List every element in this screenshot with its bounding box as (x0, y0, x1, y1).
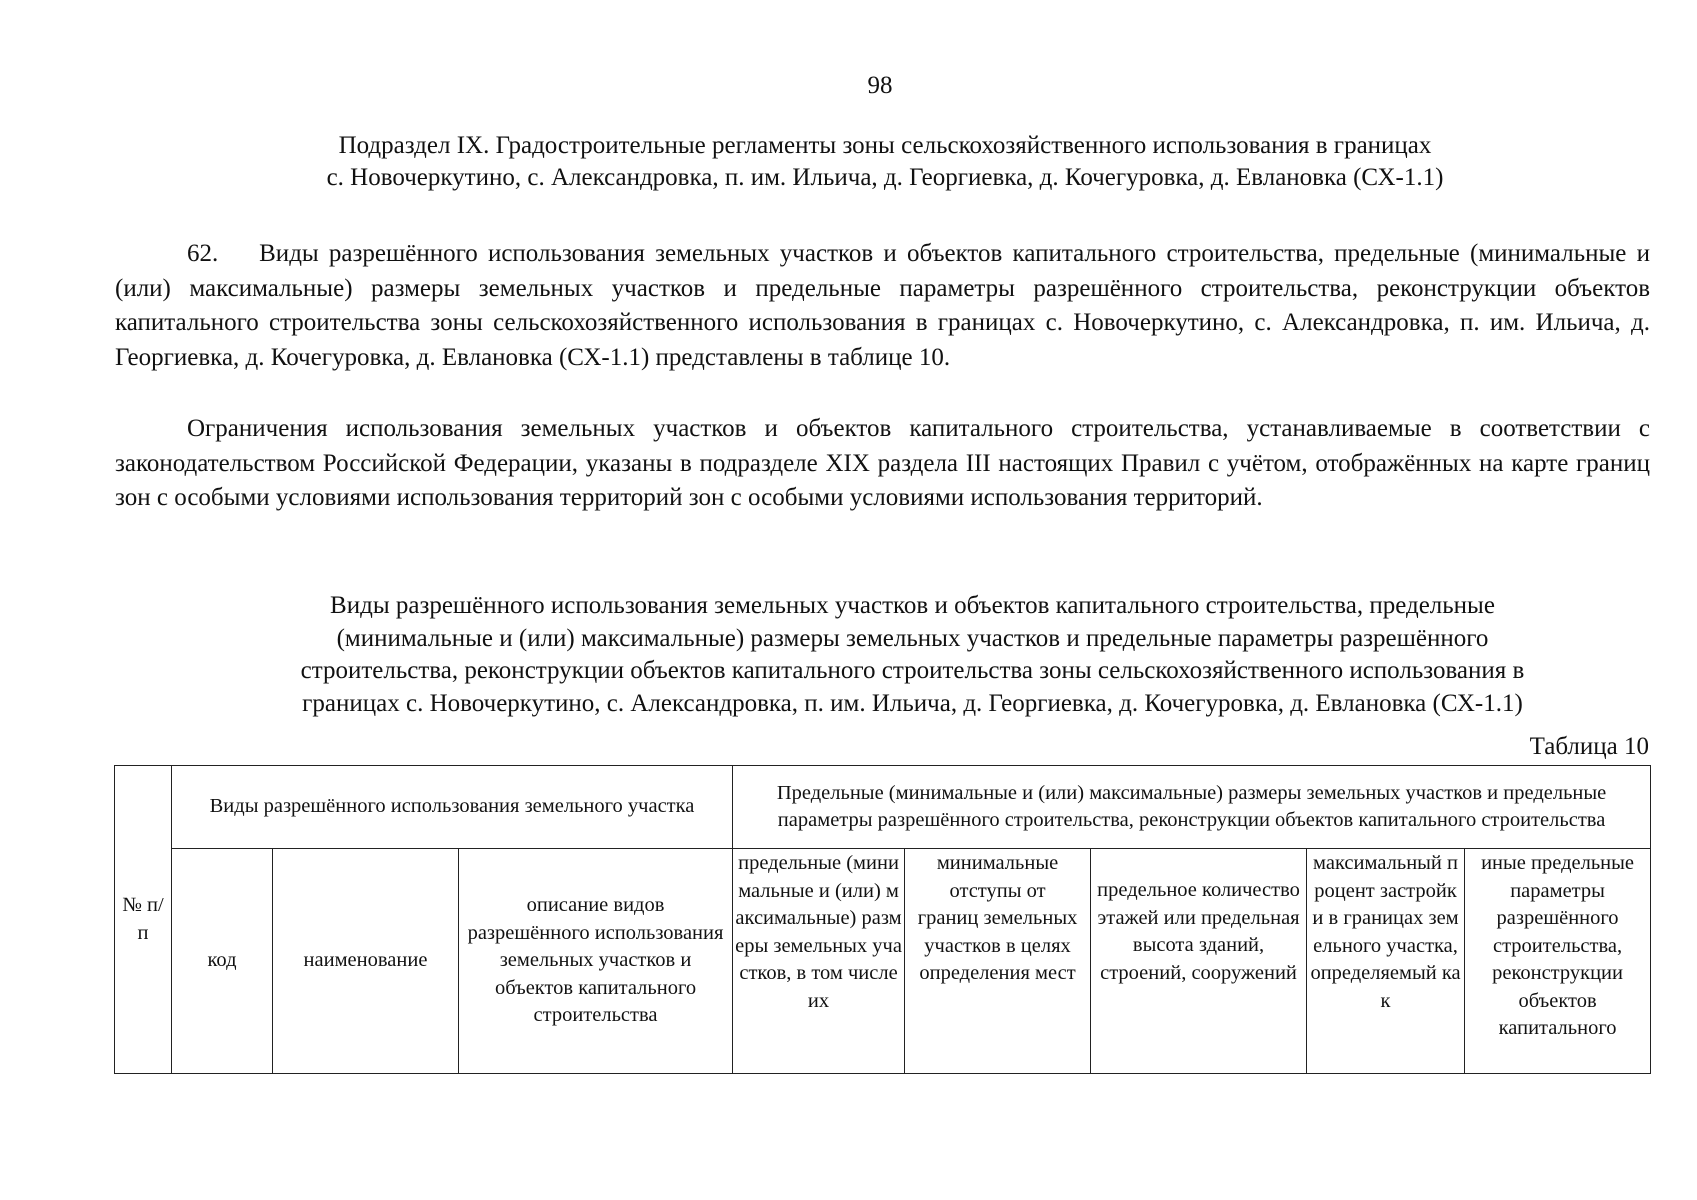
header-group-params (733, 766, 1651, 849)
header-description (459, 849, 733, 1074)
table-caption-line-4: границах с. Новочеркутино, с. Александровка, п. им. Ильича, д. Георгиевка, д. Кочегуровка, д. Евлановка (СХ-1.1) (302, 689, 1523, 717)
table-header-row-1 (115, 766, 1651, 849)
header-size (733, 849, 905, 1074)
table-caption-line-1: Виды разрешённого использования земельных участков и объектов капитального строительства, предельные (330, 592, 1495, 619)
header-group-params-text: Предельные (минимальные и (или) максимальные) размеры земельных участков и предельные параметры разрешённого строительства, реконструкции объектов капитального строительства (776, 781, 1607, 831)
header-code-text: код (207, 949, 237, 972)
table-caption-line-3: строительства, реконструкции объектов капитального строительства зоны сельскохозяйственного использования в (300, 657, 1525, 684)
header-number-text: № п/п (122, 894, 164, 944)
header-floors-text: предельное количество этажей или предельная высота зданий, строений, сооружений (1097, 879, 1300, 984)
header-name-text: наименование (303, 949, 428, 972)
table-caption-line-2: (минимальные и (или) максимальные) размеры земельных участков и предельные параметры разрешённого (336, 624, 1489, 652)
subsection-title-line-2: с. Новочеркутино, с. Александровка, п. им. Ильича, д. Георгиевка, д. Кочегуровка, д. Евлановка (СХ-1.1) (326, 164, 1444, 191)
header-setback-text: минимальные отступы от границ земельных участков в целях определения мест (917, 852, 1078, 984)
header-code (172, 849, 273, 1074)
header-floors (1091, 849, 1307, 1074)
header-coverage-text: максимальный процент застройки в границах земельного участка, определяемый как (1310, 852, 1461, 1012)
paragraph-62: 62. Виды разрешённого использования земельных участков и объектов капитального строительства, предельные (минимальные и (или) максимальные) размеры земельных участков и предельные параметры разрешённого строительства, реконструкции объектов капитального строительства зоны сельскохозяйственного использования в границах с. Новочеркутино, с. Александровка, п. им. Ильича, д. Георгиевка, д. Кочегуровка, д. Евлановка (СХ-1.1) представлены в таблице 10. (115, 240, 1650, 371)
paragraph-restrictions: Ограничения использования земельных участков и объектов капитального строительства, устанавливаемые в соответствии с законодательством Российской Федерации, указаны в подразделе XIX раздела III настоящих Правил с учётом, отображённых на карте границ зон с особыми условиями использования территорий зон с особыми условиями использования территорий. (115, 415, 1650, 511)
table-label: Таблица 10 (1529, 733, 1649, 760)
header-other-text: иные предельные параметры разрешённого строительства, реконструкции объектов капитального (1481, 852, 1635, 1039)
subsection-title (200, 130, 1570, 194)
subsection-title-line-1: Подраздел IX. Градостроительные регламенты зоны сельскохозяйственного использования в границах (338, 132, 1432, 159)
header-coverage (1307, 849, 1465, 1074)
header-group-vri (172, 766, 733, 849)
header-group-vri-text: Виды разрешённого использования земельного участка (209, 795, 695, 818)
table-header-row-2 (115, 849, 1651, 1074)
header-other (1465, 849, 1651, 1074)
page-number: 98 (867, 72, 893, 99)
header-setback (905, 849, 1091, 1074)
header-number (115, 766, 172, 1074)
regulations-table (114, 765, 1651, 1074)
header-size-text: предельные (минимальные и (или) максимальные) размеры земельных участков, в том числе их (735, 852, 902, 1012)
header-name (273, 849, 459, 1074)
table-caption (200, 590, 1625, 720)
header-description-text: описание видов разрешённого использования земельных участков и объектов капитального строительства (467, 894, 724, 1027)
